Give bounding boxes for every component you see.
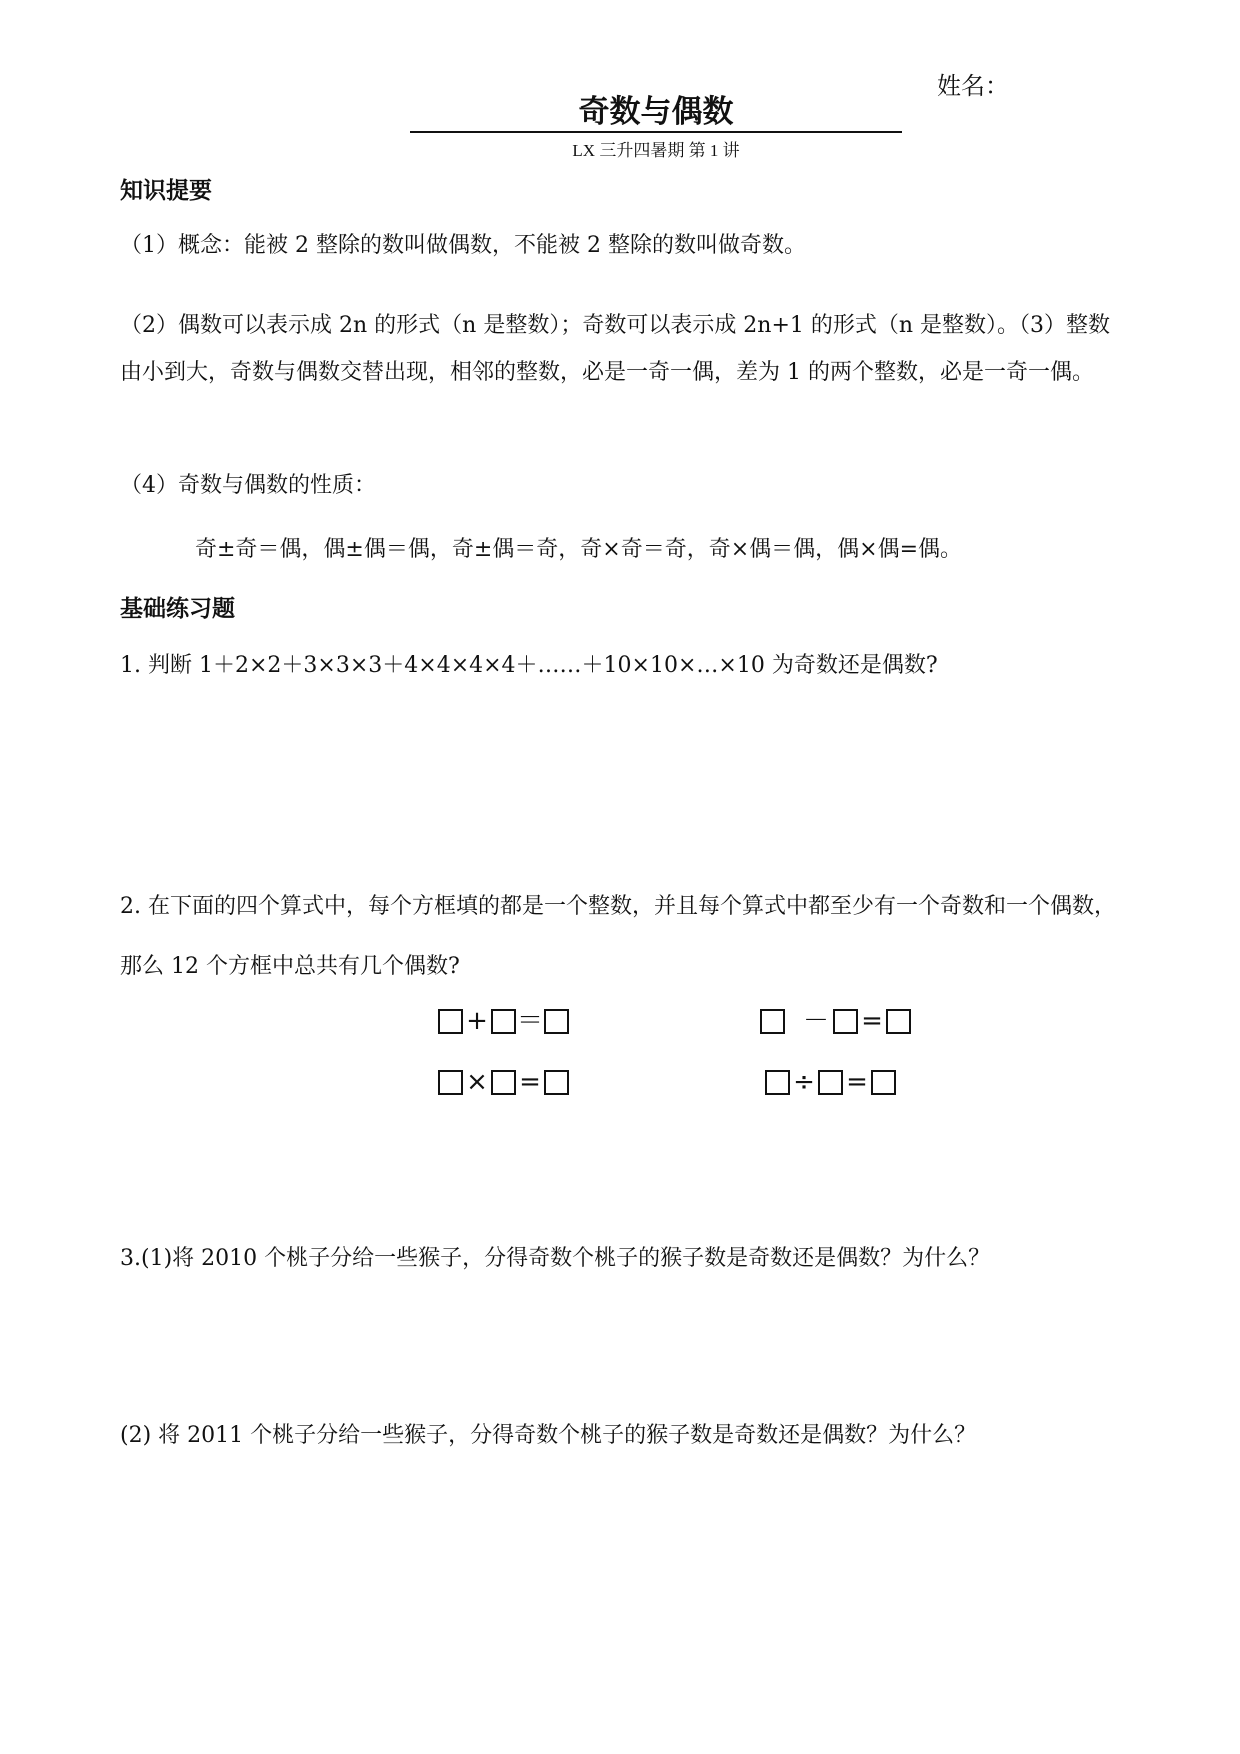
times-sign: × bbox=[466, 1067, 488, 1097]
exercises-heading: 基础练习题 bbox=[120, 596, 235, 622]
title-underline bbox=[410, 131, 902, 133]
divide-sign: ÷ bbox=[793, 1067, 815, 1097]
equation-division bbox=[765, 1069, 896, 1095]
question-1: 1. 判断 1＋2×2＋3×3×3＋4×4×4×4＋……＋10×10×…×10 为奇数还是偶数? bbox=[120, 653, 938, 678]
knowledge-point-1: （1）概念：能被 2 整除的数叫做偶数，不能被 2 整除的数叫做奇数。 bbox=[120, 233, 806, 258]
answer-box[interactable] bbox=[765, 1070, 790, 1095]
parity-rules-formula: 奇±奇＝偶，偶±偶＝偶，奇±偶＝奇，奇×奇＝奇，奇×偶＝偶，偶×偶=偶。 bbox=[195, 537, 963, 562]
equals-sign: = bbox=[519, 1067, 541, 1097]
answer-box[interactable] bbox=[760, 1009, 785, 1034]
name-field-label: 姓名： bbox=[937, 72, 1009, 100]
equation-addition bbox=[438, 1008, 569, 1034]
question-3-part-1: 3.(1)将 2010 个桃子分给一些猴子，分得奇数个桃子的猴子数是奇数还是偶数？为什么？ bbox=[120, 1246, 991, 1271]
page-title: 奇数与偶数 bbox=[578, 94, 734, 130]
equals-sign: = bbox=[846, 1067, 868, 1097]
equation-subtraction bbox=[760, 1008, 911, 1034]
question-2: 2. 在下面的四个算式中，每个方框填的都是一个整数，并且每个算式中都至少有一个奇数和一个偶数，那么 12 个方框中总共有几个偶数? bbox=[120, 894, 1116, 979]
lesson-subtitle: LX 三升四暑期 第 1 讲 bbox=[572, 141, 740, 160]
equals-sign: ＝ bbox=[516, 1006, 543, 1036]
equals-sign: = bbox=[861, 1006, 883, 1036]
question-3-part-2: (2) 将 2011 个桃子分给一些猴子，分得奇数个桃子的猴子数是奇数还是偶数？为什么？ bbox=[120, 1423, 977, 1448]
answer-box[interactable] bbox=[871, 1070, 896, 1095]
minus-sign: － bbox=[802, 1006, 829, 1036]
answer-box[interactable] bbox=[491, 1070, 516, 1095]
equation-multiplication bbox=[438, 1069, 569, 1095]
answer-box[interactable] bbox=[491, 1009, 516, 1034]
answer-box[interactable] bbox=[438, 1070, 463, 1095]
knowledge-point-4: （4）奇数与偶数的性质： bbox=[120, 473, 376, 498]
answer-box[interactable] bbox=[544, 1070, 569, 1095]
answer-box[interactable] bbox=[833, 1009, 858, 1034]
answer-box[interactable] bbox=[438, 1009, 463, 1034]
answer-box[interactable] bbox=[886, 1009, 911, 1034]
answer-box[interactable] bbox=[544, 1009, 569, 1034]
knowledge-heading: 知识提要 bbox=[120, 178, 212, 204]
answer-box[interactable] bbox=[818, 1070, 843, 1095]
plus-sign: + bbox=[466, 1006, 488, 1036]
knowledge-point-2-3: （2）偶数可以表示成 2n 的形式（n 是整数）；奇数可以表示成 2n+1 的形式（n 是整数）。（3）整数由小到大，奇数与偶数交替出现，相邻的整数，必是一奇一偶，差为 1 的两个整数，必是一奇一偶。 bbox=[120, 313, 1111, 385]
